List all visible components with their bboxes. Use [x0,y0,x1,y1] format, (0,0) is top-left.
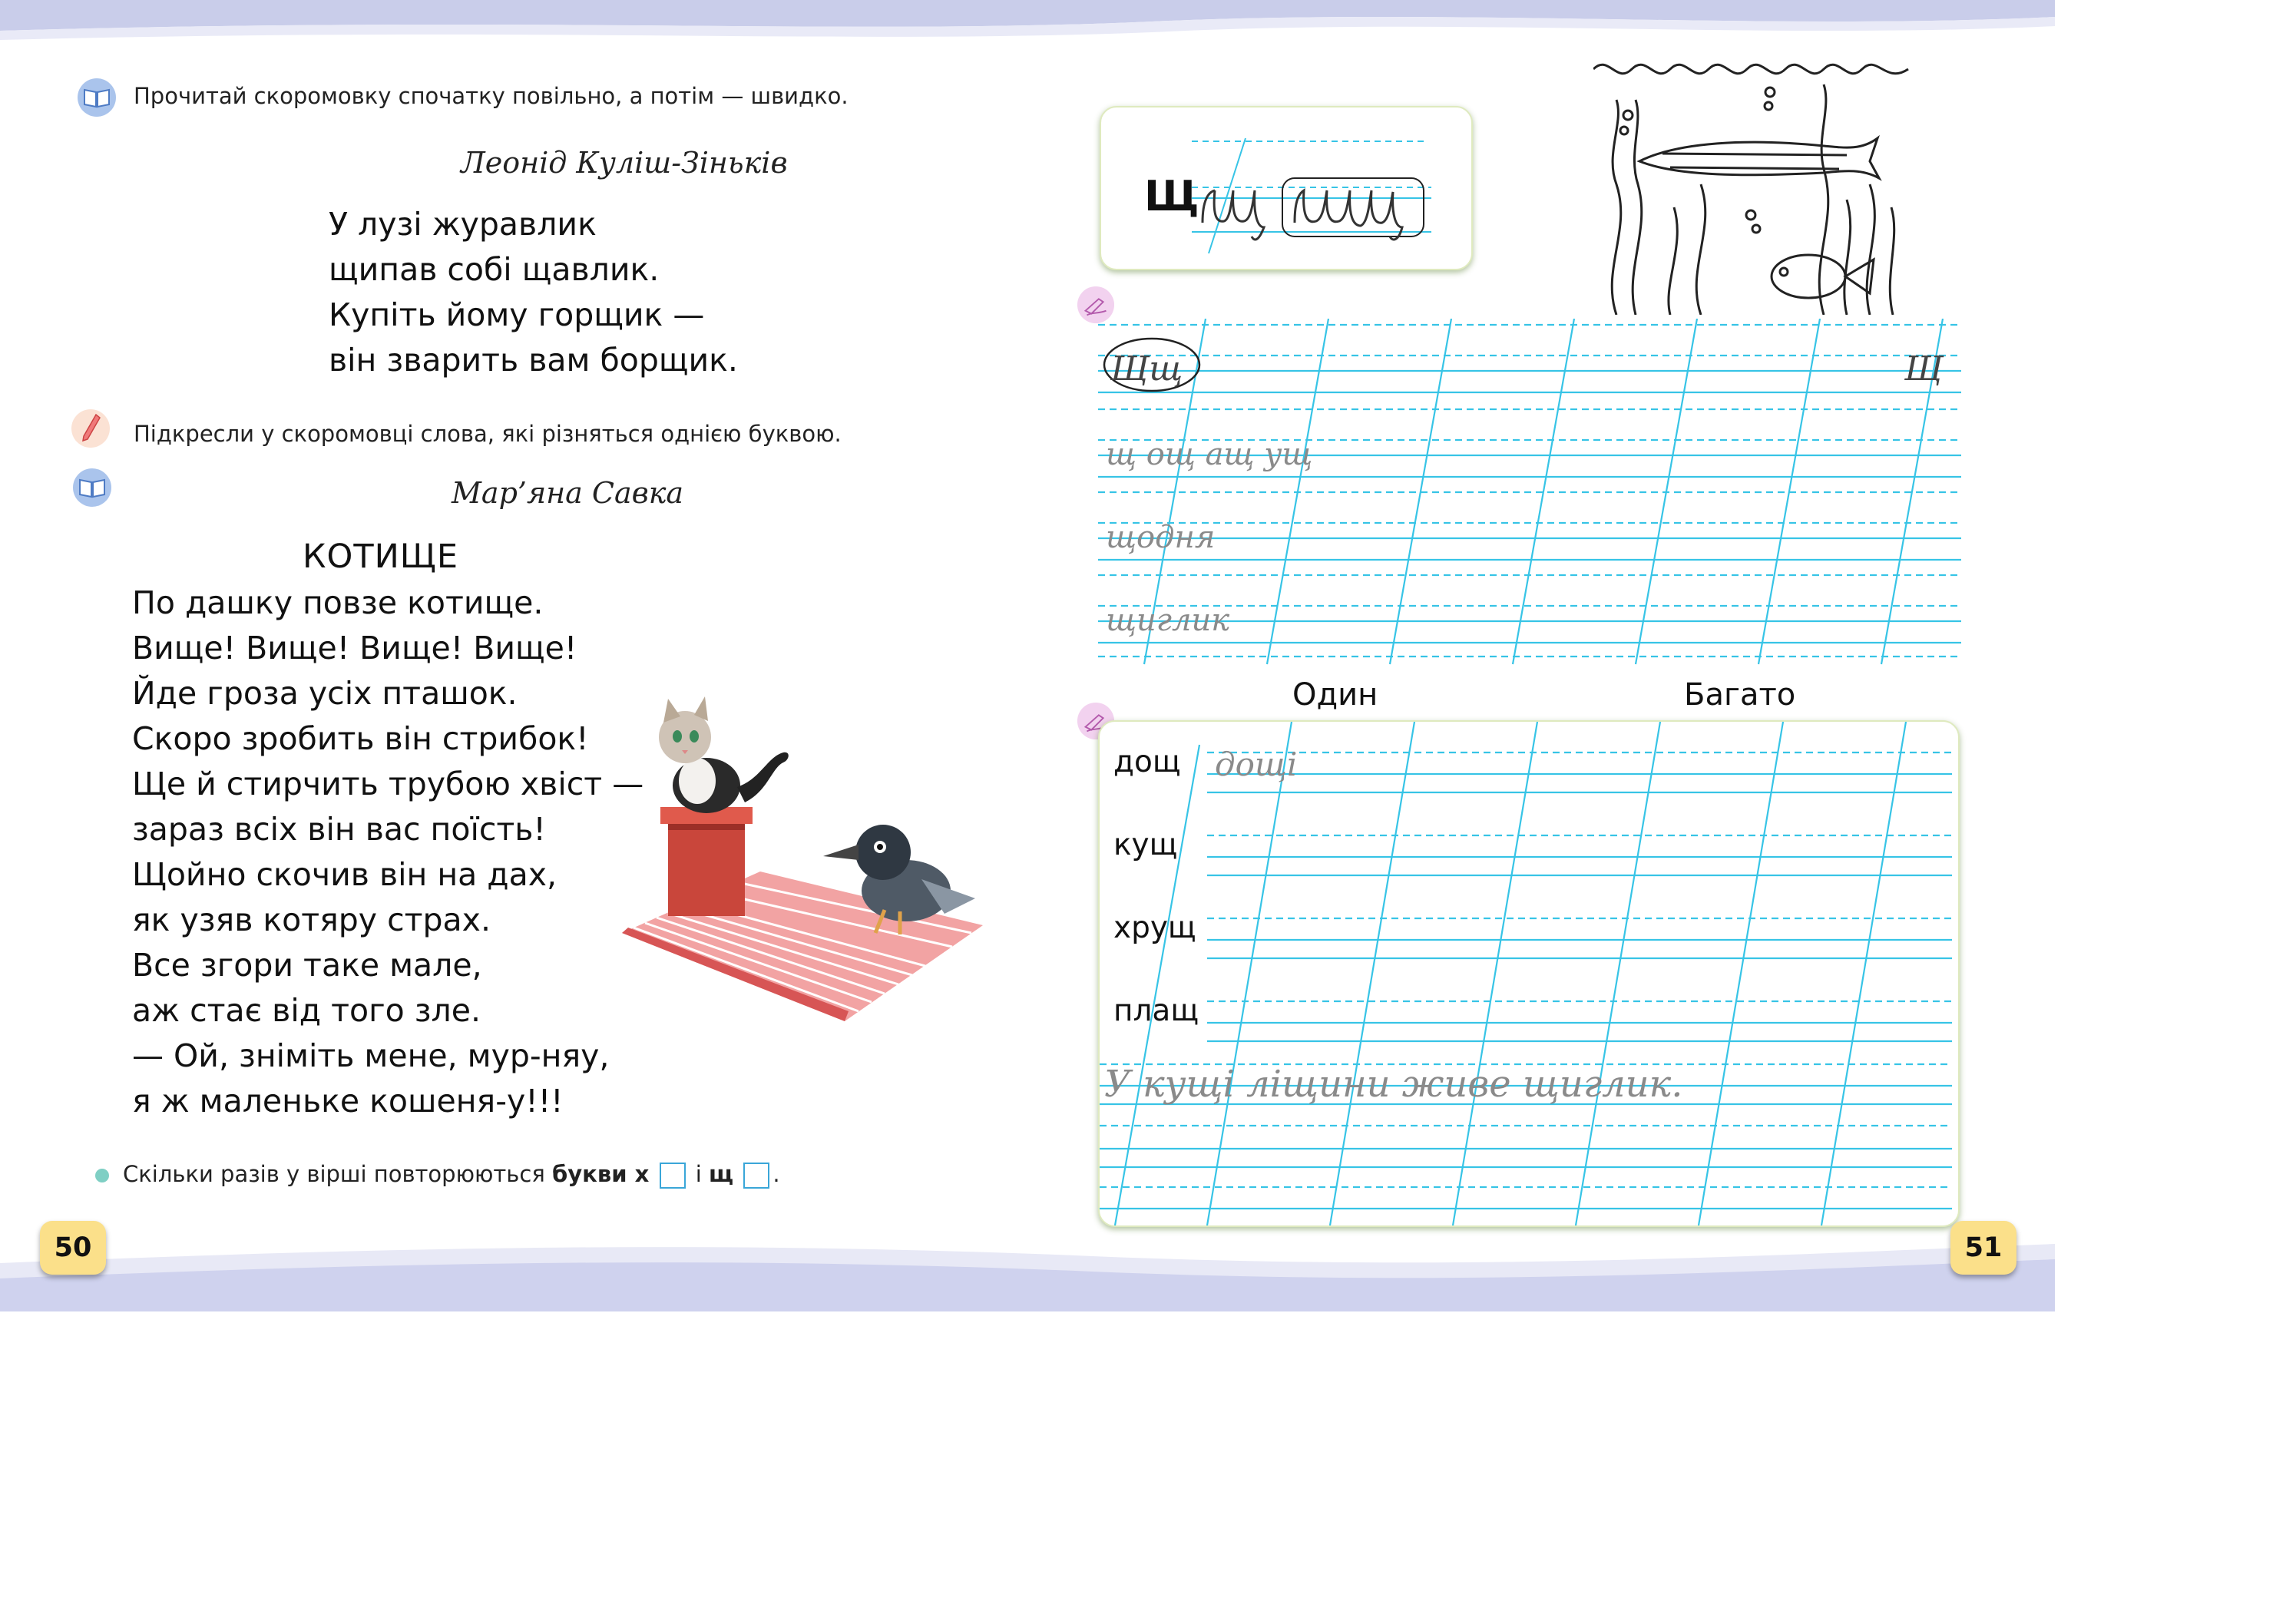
author-name: Мар’яна Савка [452,476,684,510]
poem-line: У лузі журавлик [329,206,597,243]
question-end: . [773,1161,780,1187]
word-singular: дощ [1113,745,1181,779]
poem-line: він зварить вам борщик. [329,342,738,379]
column-header-many: Багато [1684,677,1796,713]
word-singular: плащ [1113,994,1199,1028]
word-singular: хрущ [1113,911,1196,945]
poem-line: — Ой, зніміть мене, мур-няу, [132,1037,610,1074]
printed-letter: Щ [1144,172,1199,220]
column-header-one: Один [1292,677,1378,713]
question-bold-letter-2: щ [709,1161,734,1187]
author-name: Леонід Куліш-Зіньків [461,146,788,180]
poem-line: щипав собі щавлик. [329,251,660,288]
copy-sentence: У кущі ліщини живе щиглик. [1104,1063,1683,1106]
copy-ending-row-1: Щ [1904,349,1944,389]
top-wave-decoration [0,0,2055,46]
instruction-read: Прочитай скоромовку спочатку повільно, а потім — швидко. [134,83,849,109]
copy-sample-row-1: Щщ [1110,349,1183,389]
book-icon [77,78,117,117]
poem-line: Щойно скочив він на дах, [132,856,557,893]
instruction-underline: Підкресли у скоромовці слова, які різняться однією буквою. [134,421,842,447]
copy-sample-row-4: щиглик [1106,603,1230,638]
book-icon [72,468,112,508]
question-connector: і [695,1161,702,1187]
letter-card [1100,106,1473,270]
tongue-twister [329,202,738,383]
page-number-left: 50 [40,1221,106,1275]
poem-line: Купіть йому горщик — [329,296,705,333]
poem-line: зараз всіх він вас поїсть! [132,811,546,848]
poem-line: як узяв котяру страх. [132,901,491,938]
plural-example: дощі [1215,746,1298,783]
bullet-dot [95,1169,109,1182]
poem-body [132,580,643,1124]
bottom-wave-decoration [0,1232,2055,1311]
plural-exercise-ruling [1100,722,1958,1225]
question-text: Скільки разів у вірші повторюються [123,1161,545,1187]
plural-exercise-card [1098,720,1960,1227]
answer-box-shch[interactable] [743,1163,769,1189]
cat-on-roof-illustration [614,695,991,1025]
fish-illustration [1593,54,1916,315]
word-singular: кущ [1113,828,1178,862]
question-line [95,1161,780,1189]
pencil-icon [71,408,111,448]
page-number-right: 51 [1950,1221,2016,1275]
copybook-ruling-top [1098,319,1961,668]
poem-line: Ще й стирчить трубою хвіст — [132,766,644,802]
poem-line: я ж маленьке кошеня-у!!! [132,1083,564,1120]
poem-line: Йде гроза усіх пташок. [132,675,518,712]
poem-line: Вище! Вище! Вище! Вище! [132,630,577,666]
poem-title: КОТИЩЕ [303,537,459,576]
question-bold-letters: букви х [552,1161,650,1187]
poem-line: По дашку повзе котище. [132,584,544,621]
copy-sample-row-3: щодня [1106,520,1216,555]
poem-line: Скоро зробить він стрибок! [132,720,589,757]
poem-line: Все згори таке мале, [132,947,482,984]
copy-sample-row-2: щ ощ ащ ущ [1106,437,1313,472]
answer-box-x[interactable] [660,1163,686,1189]
poem-line: аж стає від того зле. [132,992,481,1029]
row-1-lines [1098,325,1961,392]
